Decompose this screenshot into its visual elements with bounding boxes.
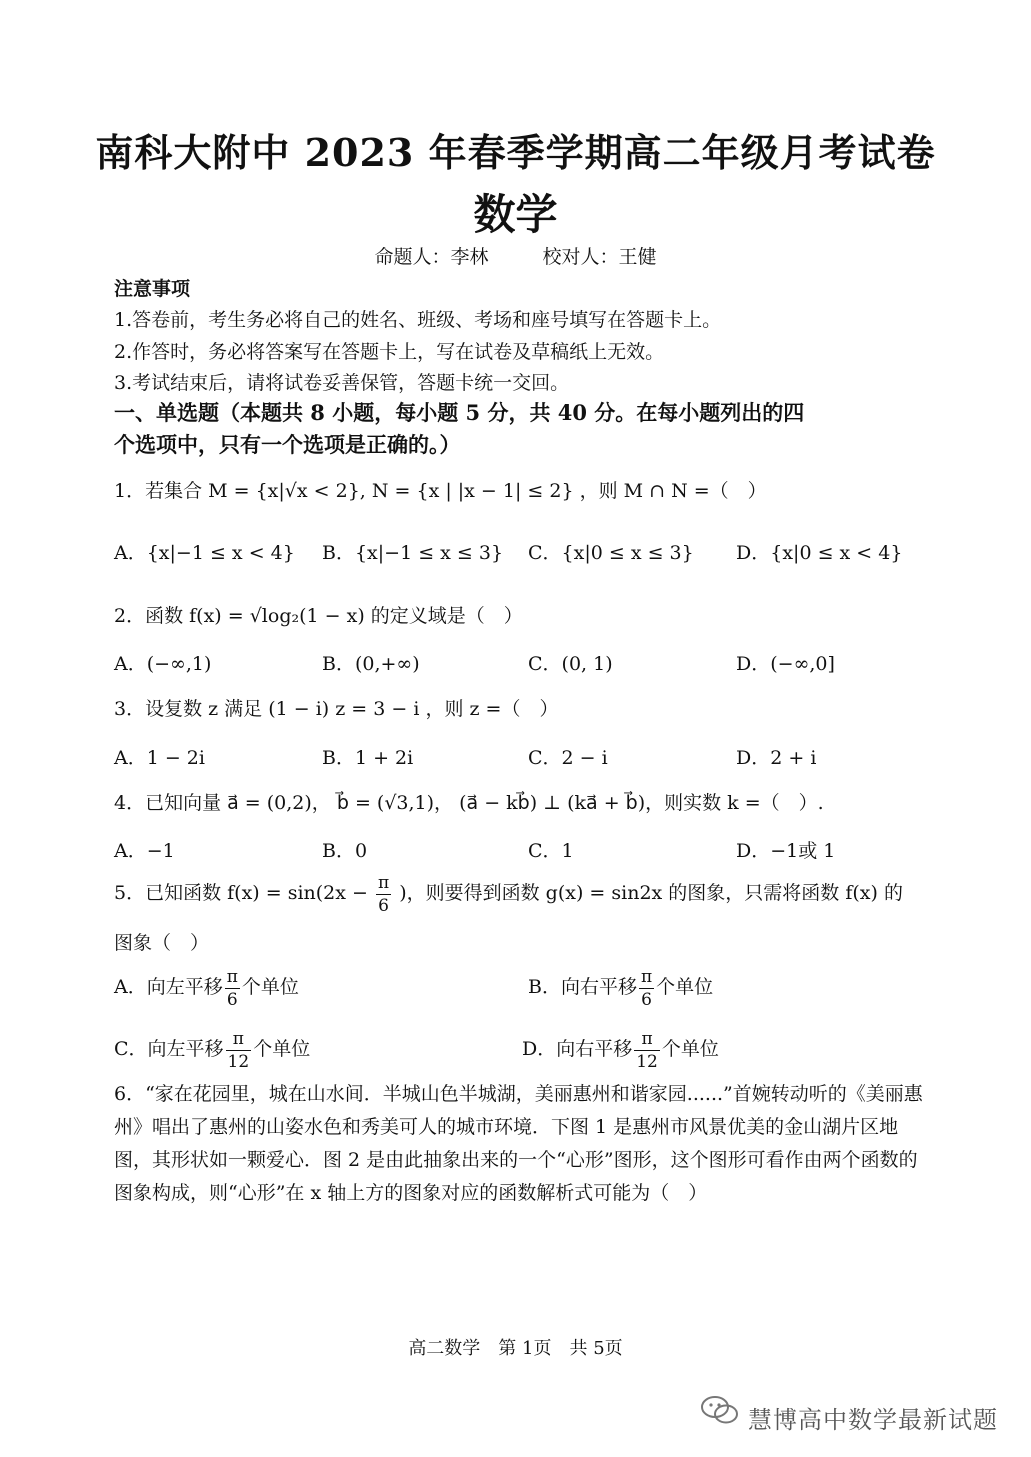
option-fraction	[225, 966, 240, 1011]
subject-title: 数学	[473, 190, 558, 239]
q3-option-b: B．1 + 2i	[322, 747, 414, 769]
q5-option-b	[528, 962, 713, 1012]
option-text: 个单位	[661, 1038, 719, 1060]
q1-option-d: D．{x|0 ≤ x < 4}	[736, 542, 903, 564]
option-text: 个单位	[656, 976, 714, 998]
question-4-stem: 4．已知向量 a⃗ = (0,2)， b⃗ = (√3,1)， (a⃗ − kb⃗) ⊥ (ka⃗ + b⃗)，则实数 k =（ ）.	[114, 792, 824, 814]
setter: 命题人：李林	[374, 246, 489, 268]
q4-option-c: C．1	[528, 840, 574, 862]
option-text: D．向右平移	[522, 1038, 633, 1060]
section-heading-line1: 一、单选题（本题共 8 小题，每小题 5 分，共 40 分。在每小题列出的四	[114, 400, 805, 425]
q5-fraction	[376, 872, 391, 917]
q5-stem-pre: 5．已知函数 f(x) = sin(2x −	[114, 882, 368, 904]
page-footer: 高二数学 第 1页 共 5页	[408, 1338, 623, 1359]
fraction-denominator: 12	[227, 1051, 250, 1072]
q4-option-a: A．−1	[114, 840, 175, 862]
q5-option-c	[114, 1024, 310, 1074]
question-1-stem: 1．若集合 M = {x|√x < 2}, N = {x | |x − 1| ≤ 2} ，则 M ∩ N =（ ）	[114, 480, 767, 502]
q5-stem-post: )，则要得到函数 g(x) = sin2x 的图象，只需将函数 f(x) 的	[399, 882, 903, 904]
question-5-stem	[114, 868, 903, 918]
q3-option-d: D．2 + i	[736, 747, 817, 769]
fraction-numerator: π	[634, 1028, 660, 1051]
fraction-numerator: π	[640, 966, 653, 987]
q1-option-a: A．{x|−1 ≤ x < 4}	[114, 542, 295, 564]
option-text: A．向左平移	[114, 976, 223, 998]
q2-option-b: B．(0,+∞)	[322, 653, 420, 675]
q3-option-c: C．2 − i	[528, 747, 608, 769]
option-fraction	[226, 1028, 252, 1073]
q3-option-a: A．1 − 2i	[114, 747, 205, 769]
q2-option-a: A．(−∞,1)	[114, 653, 212, 675]
fraction-denominator: 6	[226, 989, 238, 1010]
authors-line	[0, 242, 1031, 269]
fraction-denominator: 12	[636, 1051, 658, 1072]
exam-title: 南科大附中 2023 年春季学期高二年级月考试卷	[95, 130, 936, 175]
fraction-numerator: π	[378, 872, 390, 893]
q1-option-b: B．{x|−1 ≤ x ≤ 3}	[322, 542, 504, 564]
option-text: 个单位	[253, 1038, 311, 1060]
notes-heading: 注意事项	[114, 278, 191, 300]
q5-option-a	[114, 962, 299, 1012]
fraction-numerator: π	[226, 1028, 252, 1051]
question-6-paragraph: 6．“家在花园里，城在山水间．半城山色半城湖，美丽惠州和谐家园......”首婉转动听的《美丽惠州》唱出了惠州的山姿水色和秀美可人的城市环境．下图 1 是惠州市风景优美的金山湖片区地图，其形状如一颗爱心．图 2 是由此抽象出来的一个“心形”图形，这个图形可看作由两个函数的图象构成，则“心形”在 x 轴上方的图象对应的函数解析式可能为（ ）	[114, 1083, 923, 1204]
question-3-stem: 3．设复数 z 满足 (1 − i) z = 3 − i ，则 z =（ ）	[114, 698, 559, 720]
option-text: C．向左平移	[114, 1038, 224, 1060]
q5-option-d	[522, 1024, 719, 1074]
q2-option-d: D．(−∞,0]	[736, 653, 835, 675]
note-item: 2.作答时，务必将答案写在答题卡上，写在试卷及草稿纸上无效。	[114, 341, 665, 363]
wechat-icon	[700, 1394, 740, 1426]
note-item: 1.答卷前，考生务必将自己的姓名、班级、考场和座号填写在答题卡上。	[114, 309, 722, 331]
option-text: 个单位	[241, 976, 299, 998]
fraction-numerator: π	[226, 966, 238, 987]
question-2-stem: 2．函数 f(x) = √log₂(1 − x) 的定义域是（ ）	[114, 605, 523, 627]
watermark-text: 慧博高中数学最新试题	[748, 1406, 998, 1434]
question-5-stem-line2: 图象（ ）	[114, 932, 210, 954]
q4-option-d: D．−1或 1	[736, 840, 836, 862]
fraction-denominator: 6	[378, 895, 389, 916]
q2-option-c: C．(0, 1)	[528, 653, 613, 675]
q1-option-c: C．{x|0 ≤ x ≤ 3}	[528, 542, 694, 564]
section-heading-line2: 个选项中，只有一个选项是正确的。）	[114, 432, 461, 457]
option-fraction	[639, 966, 654, 1011]
q4-option-b: B．0	[322, 840, 368, 862]
option-text: B．向右平移	[528, 976, 637, 998]
fraction-denominator: 6	[641, 989, 652, 1010]
note-item: 3.考试结束后，请将试卷妥善保管，答题卡统一交回。	[114, 372, 570, 394]
checker: 校对人：王健	[542, 246, 657, 268]
option-fraction	[634, 1028, 660, 1073]
